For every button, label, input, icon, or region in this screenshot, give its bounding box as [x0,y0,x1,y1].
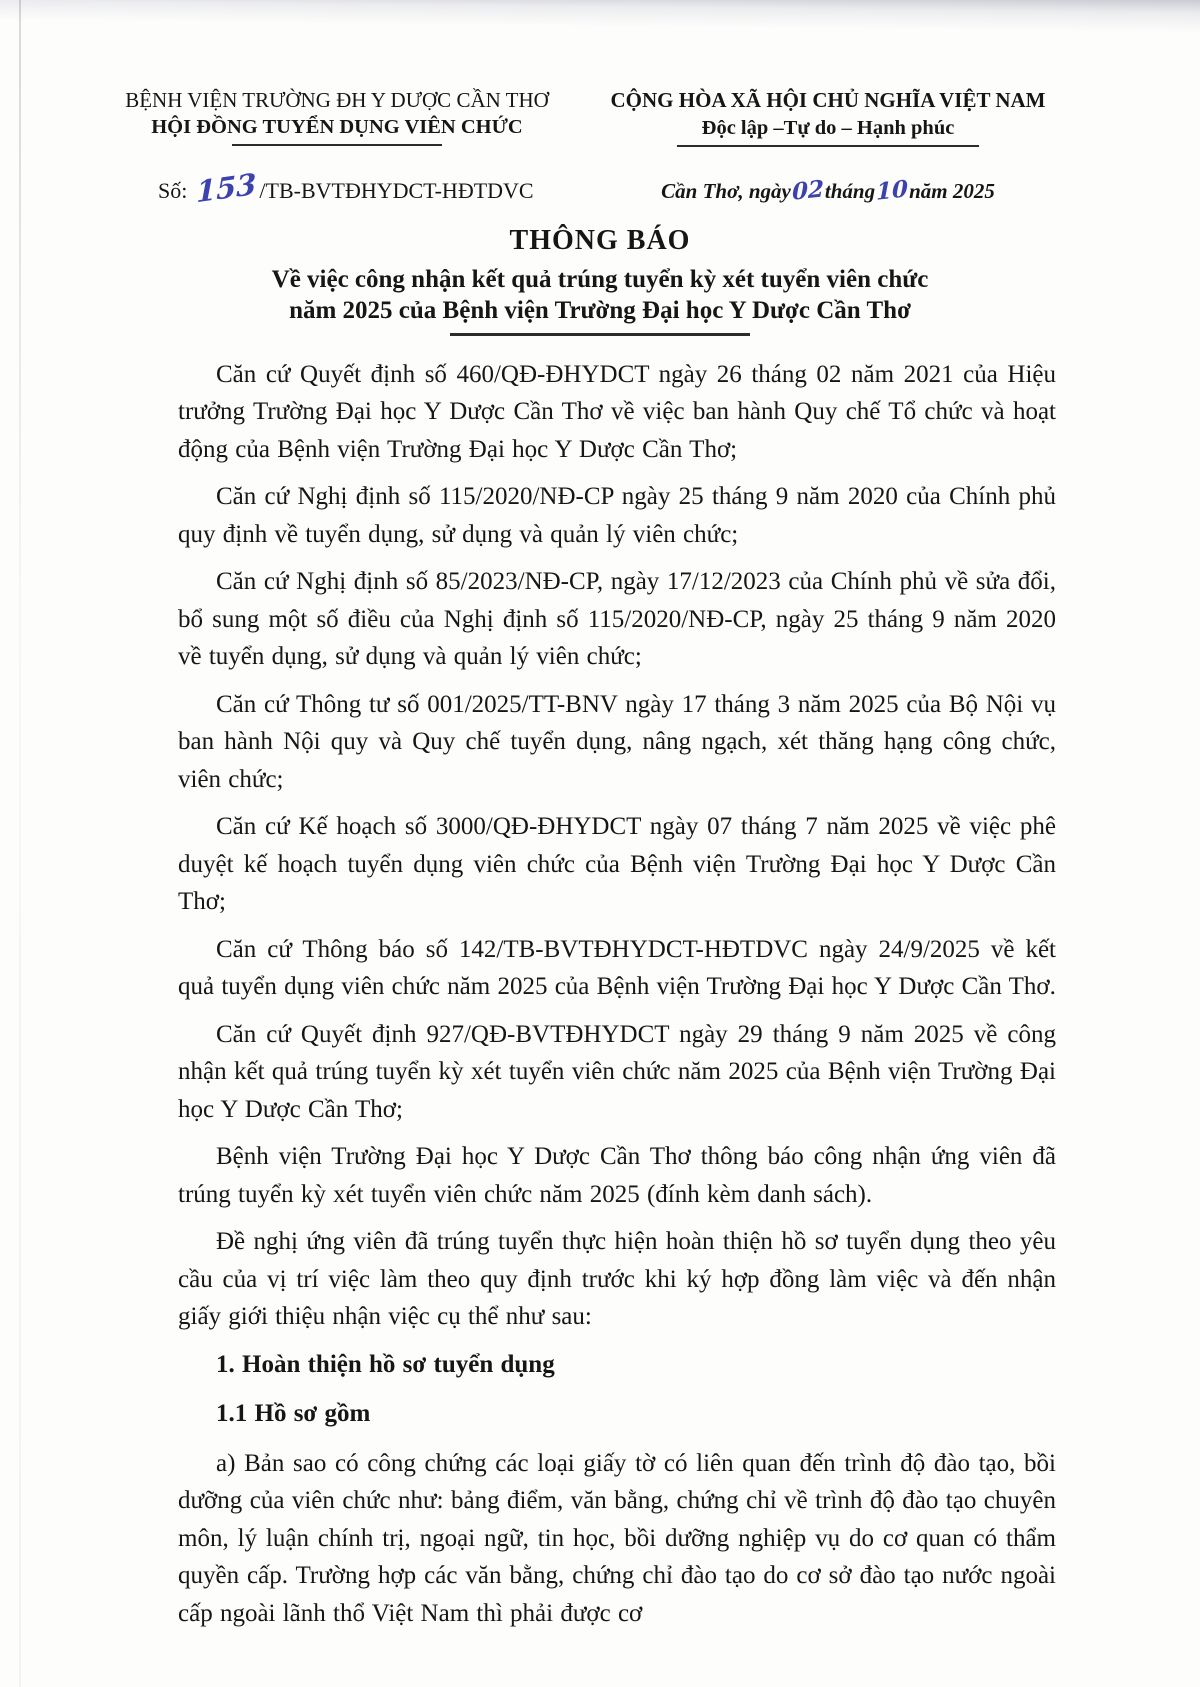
title-subject-line2: năm 2025 của Bệnh viện Trường Đại học Y Dược Cần Thơ [289,297,911,324]
paragraph-can-cu-115-2020: Căn cứ Nghị định số 115/2020/NĐ-CP ngày 25 tháng 9 năm 2020 của Chính phủ quy định về tuyển dụng, sử dụng và quản lý viên chức; [178,483,1056,548]
national-motto: Độc lập –Tự do – Hạnh phúc [701,117,955,139]
doc-number-label: Số: [158,178,188,203]
handwritten-day: 02 [791,175,824,206]
paragraph-request: Đề nghị ứng viên đã trúng tuyển thực hiện hoàn thiện hồ sơ tuyển dụng theo yêu cầu của vị trí việc làm theo quy định trước khi ký hợp đồng làm việc và đến nhận giấy giới thiệu nhận việc cụ thể như sau: [178,1228,1056,1330]
document-title-block [0,225,1200,336]
document-body [178,356,1056,1633]
section-heading-1: 1. Hoàn thiện hồ sơ tuyển dụng [216,1350,555,1378]
paragraph-can-cu-85-2023: Căn cứ Nghị định số 85/2023/NĐ-CP, ngày 17/12/2023 của Chính phủ về sửa đổi, bổ sung một số điều của Nghị định số 115/2020/NĐ-CP, ngày 25 tháng 9 năm 2020 về tuyển dụng, sử dụng và quản lý viên chức; [178,568,1056,670]
place-date-line [586,177,1070,204]
handwritten-month: 10 [876,175,909,206]
national-heading-block [586,88,1070,147]
title-subject-line1: Về việc công nhận kết quả trúng tuyển kỳ xét tuyển viên chức [271,266,929,293]
motto-underline [677,145,979,147]
paragraph-can-cu-927: Căn cứ Quyết định 927/QĐ-BVTĐHYDCT ngày 29 tháng 9 năm 2025 về công nhận kết quả trúng tuyển kỳ xét tuyển viên chức năm 2025 của Bệnh viện Trường Đại học Y Dược Cần Thơ; [178,1020,1056,1123]
doc-number-suffix: /TB-BVTĐHYDCT-HĐTDVC [259,178,534,203]
org-parent-name: BỆNH VIỆN TRƯỜNG ĐH Y DƯỢC CẦN THƠ [125,88,549,112]
section-heading-1-1: 1.1 Hồ sơ gồm [216,1400,371,1427]
paragraph-can-cu-142: Căn cứ Thông báo số 142/TB-BVTĐHYDCT-HĐTDVC ngày 24/9/2025 về kết quả tuyển dụng viên chức năm 2025 của Bệnh viện Trường Đại học Y Dược Cần Thơ. [178,935,1056,1000]
title-thong-bao: THÔNG BÁO [509,225,691,256]
title-underline [450,333,750,336]
scan-fold-line [19,0,21,1687]
doc-number-line [100,166,574,210]
org-underline [232,144,442,146]
document-header [0,0,1200,147]
paragraph-can-cu-001-2025: Căn cứ Thông tư số 001/2025/TT-BNV ngày 17 tháng 3 năm 2025 của Bộ Nội vụ ban hành Nội quy và Quy chế tuyển dụng, nâng ngạch, xét thăng hạng công chức, viên chức; [178,690,1056,793]
paragraph-can-cu-460: Căn cứ Quyết định số 460/QĐ-ĐHYDCT ngày 26 tháng 02 năm 2021 của Hiệu trưởng Trường Đại học Y Dược Cần Thơ về việc ban hành Quy chế Tổ chức và hoạt động của Bệnh viện Trường Đại học Y Dược Cần Thơ; [178,360,1056,463]
place-date-thang: tháng [824,179,876,203]
paragraph-can-cu-3000: Căn cứ Kế hoạch số 3000/QĐ-ĐHYDCT ngày 07 tháng 7 năm 2025 về việc phê duyệt kế hoạch tuyển dụng viên chức của Bệnh viện Trường Đại học Y Dược Cần Thơ; [178,813,1056,915]
issuing-org-block [100,88,574,147]
place-date-prefix: Cần Thơ, ngày [661,179,791,203]
org-council-name: HỘI ĐỒNG TUYỂN DỤNG VIÊN CHỨC [151,116,523,138]
document-meta-row [0,147,1200,210]
paragraph-announcement: Bệnh viện Trường Đại học Y Dược Cần Thơ thông báo công nhận ứng viên đã trúng tuyển kỳ xét tuyển viên chức năm 2025 (đính kèm danh sách). [178,1143,1056,1208]
paragraph-item-a: a) Bản sao có công chứng các loại giấy tờ có liên quan đến trình độ đào tạo, bồi dưỡng của viên chức như: bảng điểm, văn bằng, chứng chỉ về trình độ đào tạo chuyên môn, lý luận chính trị, ngoại ngữ, tin học, bồi dưỡng nghiệp vụ do cơ quan có thẩm quyền cấp. Trường hợp các văn bằng, chứng chỉ đào tạo do cơ sở đào tạo nước ngoài cấp ngoài lãnh thổ Việt Nam thì phải được cơ [178,1449,1056,1627]
place-date-suffix: năm 2025 [909,179,995,203]
national-title: CỘNG HÒA XÃ HỘI CHỦ NGHĨA VIỆT NAM [610,88,1046,112]
handwritten-doc-number: 153 [196,166,257,210]
